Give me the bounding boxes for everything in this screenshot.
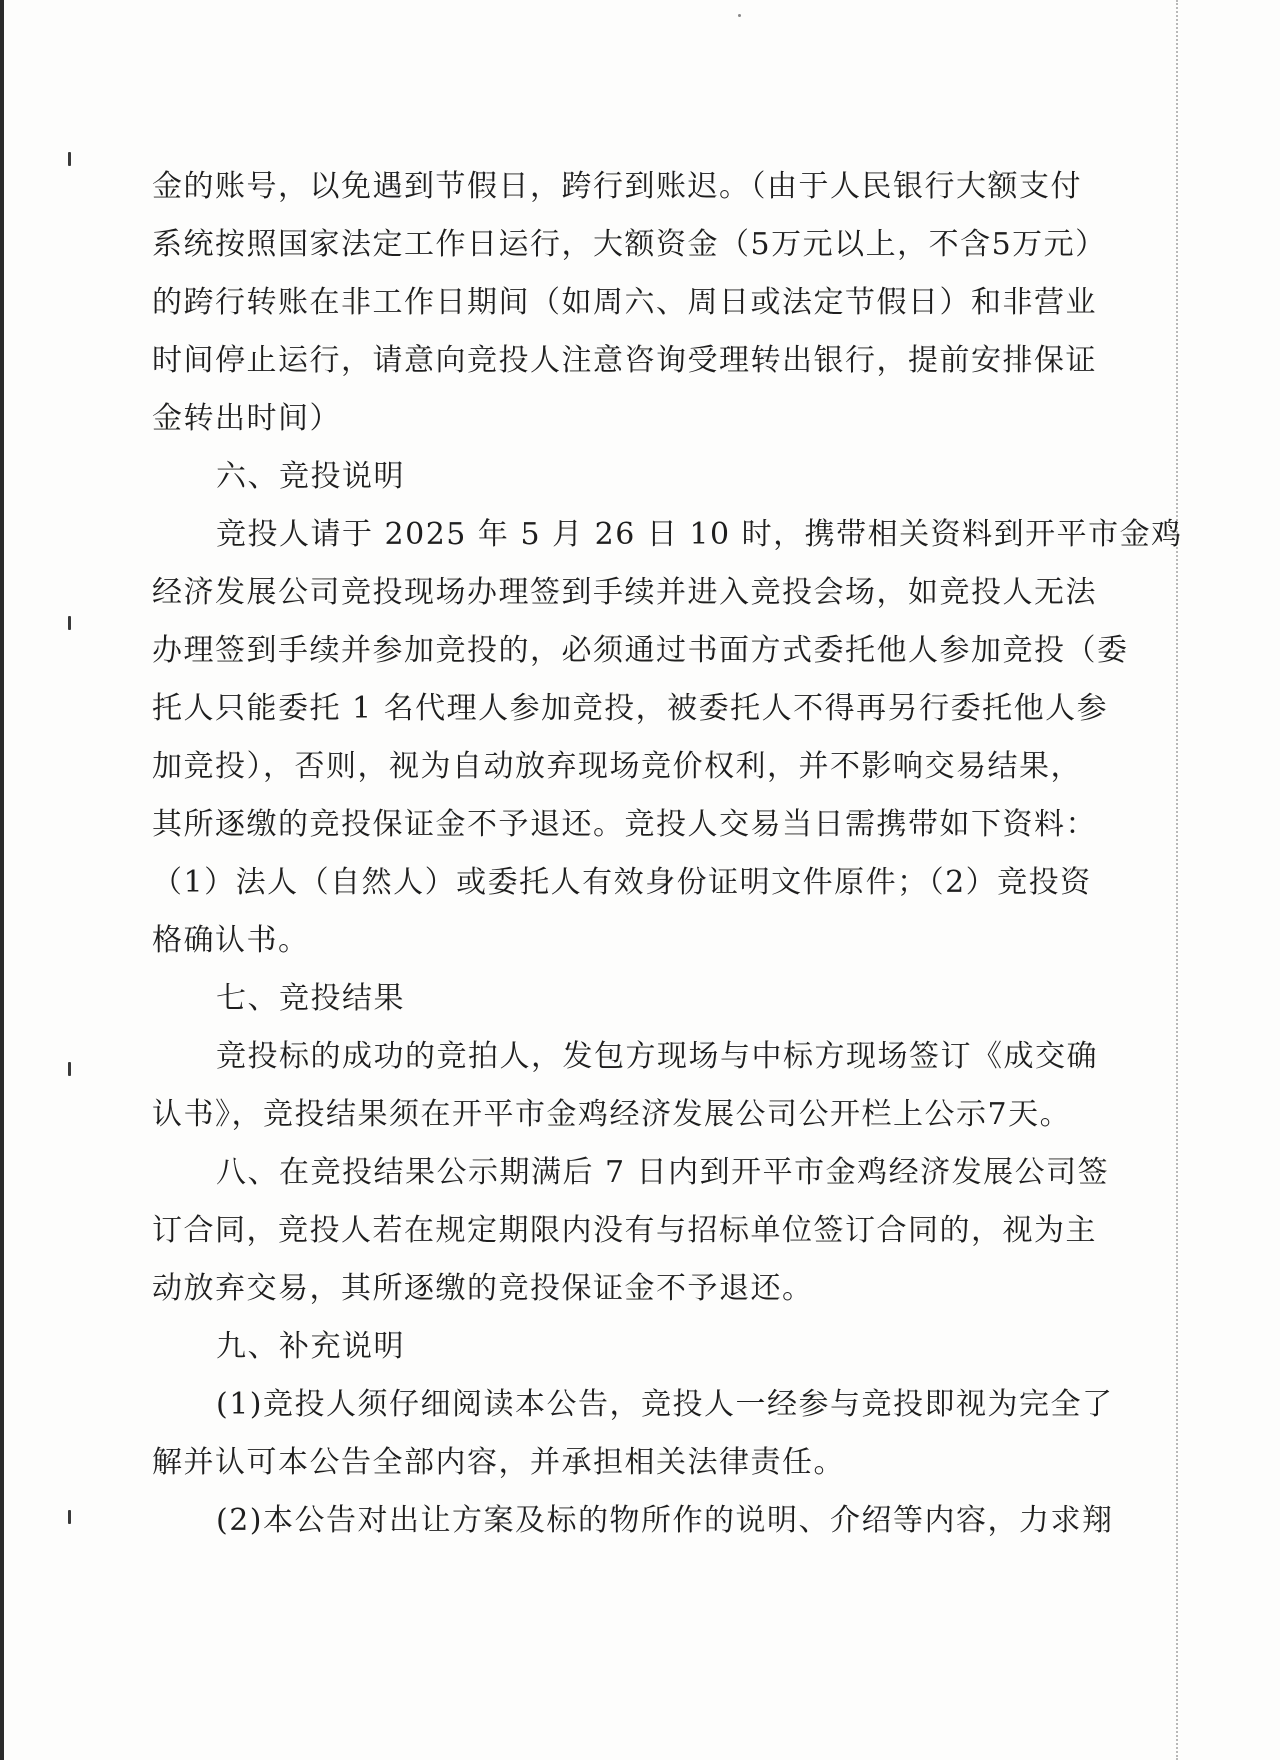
document-line: 动放弃交易，其所逐缴的竞投保证金不予退还。 [152, 1271, 814, 1306]
document-line: 其所逐缴的竞投保证金不予退还。竞投人交易当日需携带如下资料： [152, 807, 1097, 842]
binding-hole-mark [68, 1510, 71, 1524]
document-line: 托人只能委托 1 名代理人参加竞投，被委托人不得再另行委托他人参 [152, 691, 1109, 726]
document-line: 系统按照国家法定工作日运行，大额资金（5万元以上，不含5万元） [152, 227, 1107, 262]
document-line: 八、在竞投结果公示期满后 7 日内到开平市金鸡经济发展公司签 [216, 1155, 1110, 1190]
binding-hole-mark [68, 616, 71, 630]
document-line: 金转出时间） [152, 401, 341, 436]
scan-right-dotted-border [1176, 0, 1178, 1760]
document-line: 办理签到手续并参加竞投的，必须通过书面方式委托他人参加竞投（委 [152, 633, 1129, 668]
document-line: (1)竞投人须仔细阅读本公告，竞投人一经参与竞投即视为完全了 [216, 1387, 1114, 1422]
document-line: 解并认可本公告全部内容，并承担相关法律责任。 [152, 1445, 845, 1480]
document-line: 格确认书。 [152, 923, 310, 958]
scan-speck [738, 14, 741, 17]
document-line: 经济发展公司竞投现场办理签到手续并进入竞投会场，如竞投人无法 [152, 575, 1097, 610]
document-line: 订合同，竞投人若在规定期限内没有与招标单位签订合同的，视为主 [152, 1213, 1097, 1248]
scan-left-edge [0, 0, 4, 1760]
document-line: 竞投标的成功的竞拍人，发包方现场与中标方现场签订《成交确 [216, 1039, 1098, 1074]
document-line: 金的账号，以免遇到节假日，跨行到账迟。（由于人民银行大额支付 [152, 169, 1082, 204]
document-line: 竞投人请于 2025 年 5 月 26 日 10 时，携带相关资料到开平市金鸡 [216, 517, 1183, 552]
document-line: 时间停止运行，请意向竞投人注意咨询受理转出银行，提前安排保证 [152, 343, 1097, 378]
document-line: (2)本公告对出让方案及标的物所作的说明、介绍等内容，力求翔 [216, 1503, 1114, 1538]
document-line: 的跨行转账在非工作日期间（如周六、周日或法定节假日）和非营业 [152, 285, 1097, 320]
document-line: 六、竞投说明 [216, 459, 405, 494]
document-line: 加竞投），否则，视为自动放弃现场竞价权利，并不影响交易结果， [152, 749, 1082, 784]
document-line: （1）法人（自然人）或委托人有效身份证明文件原件；（2）竞投资 [152, 865, 1092, 900]
document-line: 九、补充说明 [216, 1329, 405, 1364]
document-line: 认书》，竞投结果须在开平市金鸡经济发展公司公开栏上公示7天。 [152, 1097, 1072, 1132]
binding-hole-mark [68, 1062, 71, 1076]
binding-hole-mark [68, 152, 71, 166]
document-line: 七、竞投结果 [216, 981, 405, 1016]
document-body [152, 158, 1183, 1550]
